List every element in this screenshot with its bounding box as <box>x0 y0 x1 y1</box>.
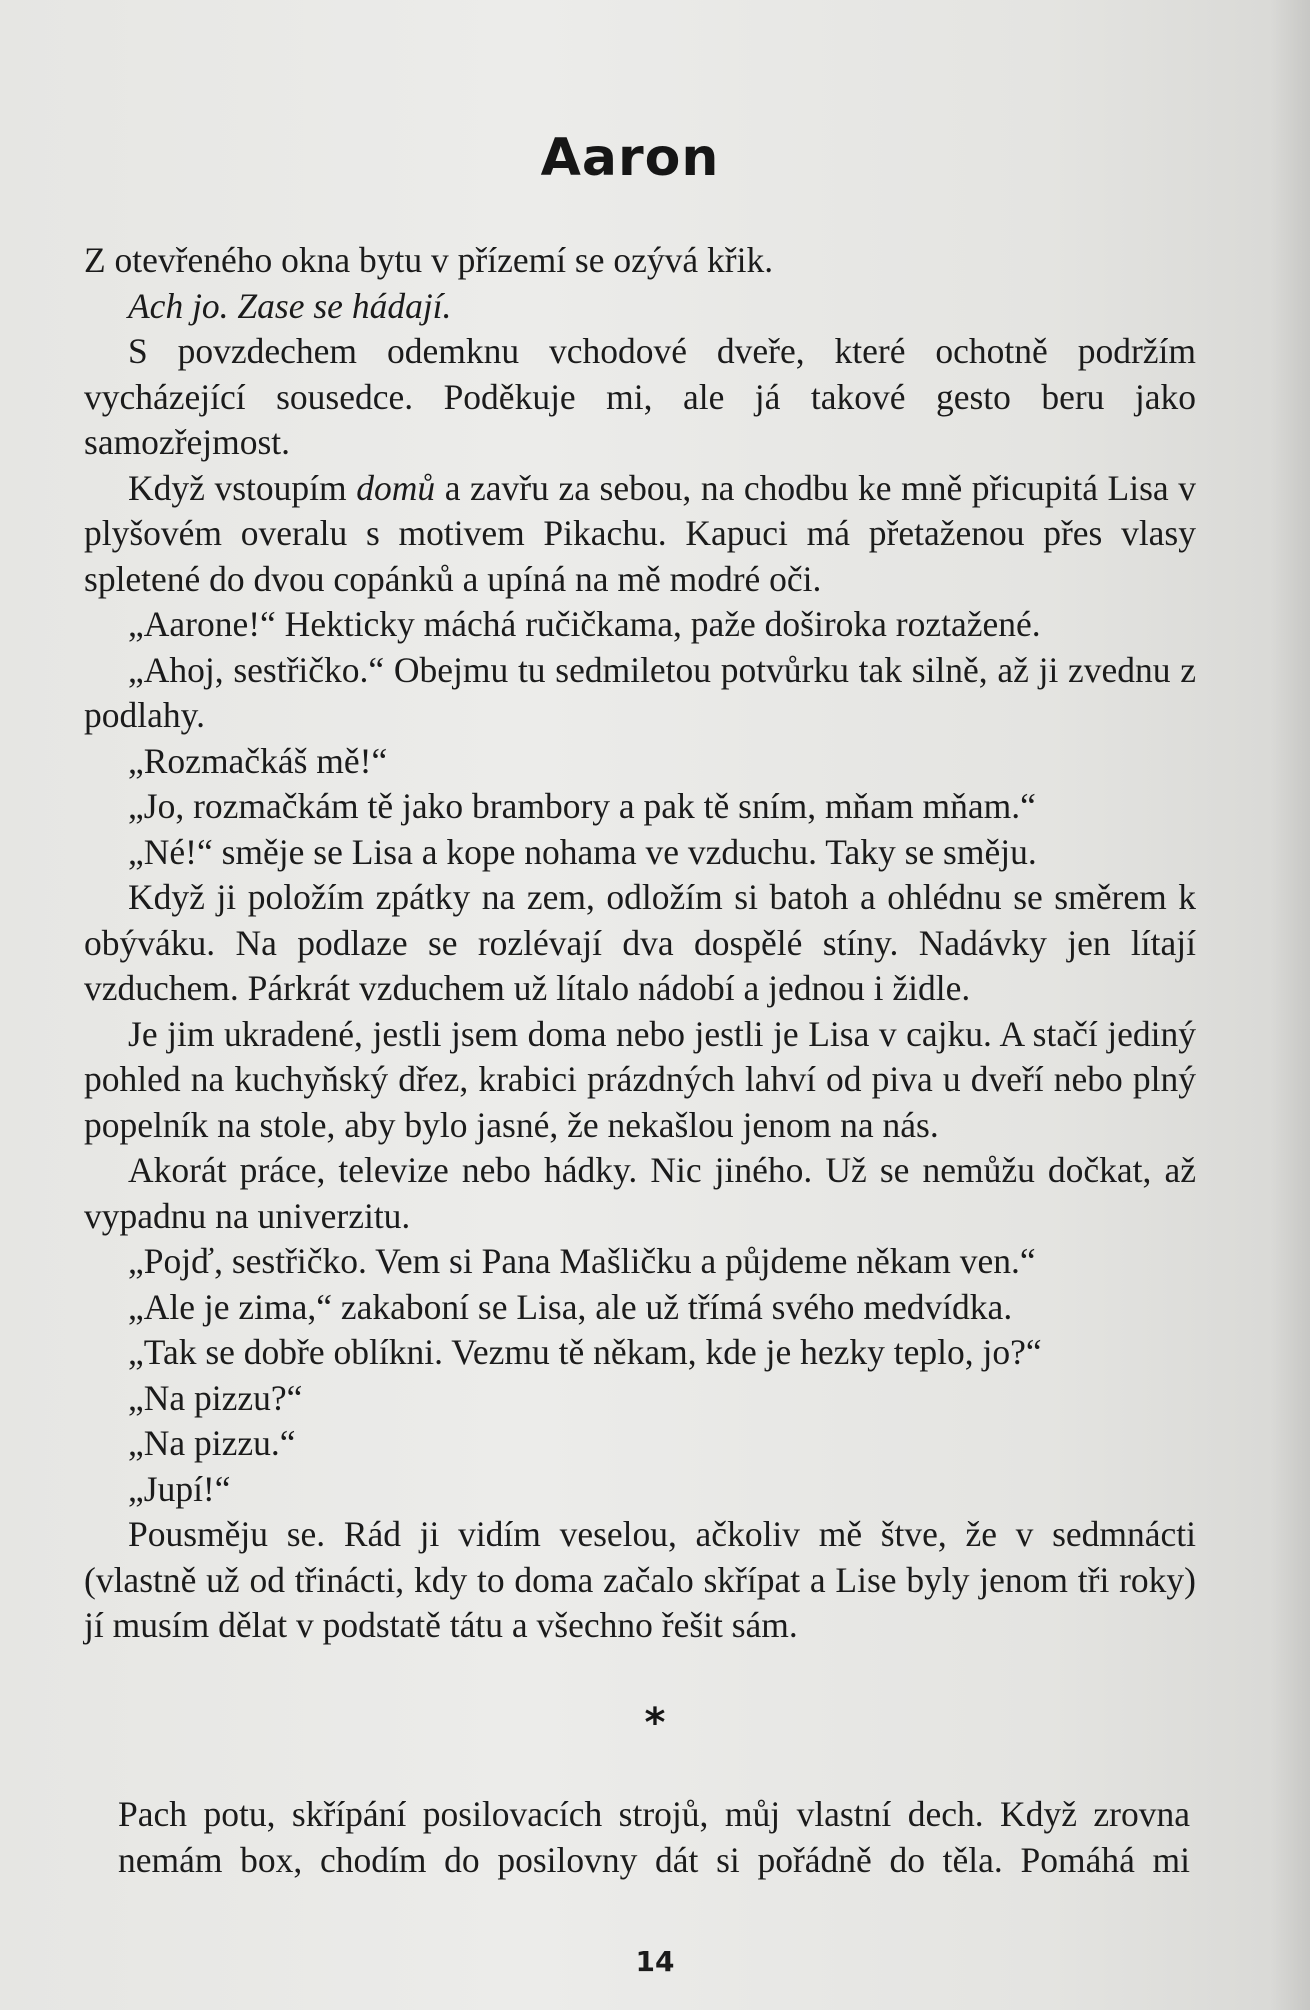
paragraph: „Jupí!“ <box>128 1468 231 1509</box>
paragraph <box>84 466 1196 603</box>
paragraph: „Rozmačkáš mě!“ <box>128 740 388 781</box>
paragraph: Je jim ukradené, jestli jsem doma nebo jestli je Lisa v cajku. A stačí jediný pohled na kuchyňský dřez, krabici prázdných lahví od piva u dveří nebo plný popelník na stole, aby bylo jasné, že nekašlou jenom na nás. <box>84 1013 1196 1145</box>
paragraph: Akorát práce, televize nebo hádky. Nic jiného. Už se nemůžu dočkat, až vypadnu na univerzitu. <box>84 1150 1196 1236</box>
page-number: 14 <box>635 1945 675 1978</box>
paragraph: „Ahoj, sestřičko.“ Obejmu tu sedmiletou potvůrku tak silně, až ji zvednu z podlahy. <box>84 649 1196 735</box>
paragraph: Pach potu, skřípání posilovacích strojů, můj vlastní dech. Když zrovna nemám box, chodím do posilovny dát si pořádně do těla. Pomáhá mi <box>118 1794 1190 1880</box>
paragraph: „Na pizzu?“ <box>128 1377 303 1418</box>
italic-word: domů <box>356 467 436 508</box>
paragraph: „Na pizzu.“ <box>128 1423 296 1463</box>
paragraph: Z otevřeného okna bytu v přízemí se ozývá křik. <box>84 240 774 280</box>
section-separator: * <box>644 1700 666 1746</box>
paragraph: „Pojď, sestřičko. Vem si Pana Mašličku a půjdeme někam ven.“ <box>128 1241 1036 1281</box>
chapter-body <box>84 238 1196 1649</box>
paragraph: „Né!“ směje se Lisa a kope nohama ve vzduchu. Taky se směju. <box>128 831 1037 872</box>
chapter-title: Aaron <box>540 128 720 188</box>
paragraph: „Jo, rozmačkám tě jako brambory a pak tě sním, mňam mňam.“ <box>128 786 1036 826</box>
paragraph: „Ale je zima,“ zakaboní se Lisa, ale už třímá svého medvídka. <box>128 1286 1013 1327</box>
paragraph: „Tak se dobře oblíkni. Vezmu tě někam, kde je hezky teplo, jo?“ <box>128 1332 1042 1372</box>
italic-thought: Ach jo. Zase se hádají. <box>128 285 452 326</box>
paragraph: Pousměju se. Rád ji vidím veselou, ačkoliv mě štve, že v sedmnácti (vlastně už od třinácti, kdy to doma začalo skřípat a Lise byly jenom tři roky) jí musím dělat v podstatě tátu a všechno řešit sám. <box>84 1514 1196 1645</box>
paragraph-italic <box>84 284 1196 330</box>
paragraph: Když ji položím zpátky na zem, odložím si batoh a ohlédnu se směrem k obýváku. Na podlaze se rozlévají dva dospělé stíny. Nadávky jen lítají vzduchem. Párkrát vzduchem už lítalo nádobí a jednou i židle. <box>84 877 1196 1008</box>
text-run: a zavřu za sebou, na chodbu ke mně přicupitá Lisa v plyšovém overalu s motivem Pikachu. Kapuci má přetaženou přes vlasy spletené do dvou copánků a upíná na mě modré oči. <box>84 467 1196 599</box>
text-run: Když vstoupím <box>128 467 357 508</box>
paragraph: „Aarone!“ Hekticky máchá ručičkama, paže doširoka roztažené. <box>128 604 1041 644</box>
section-two-body <box>118 1792 1190 1883</box>
paragraph: S povzdechem odemknu vchodové dveře, které ochotně podržím vycházející sousedce. Poděkuje mi, ale já takové gesto beru jako samozřejmost. <box>84 331 1196 462</box>
